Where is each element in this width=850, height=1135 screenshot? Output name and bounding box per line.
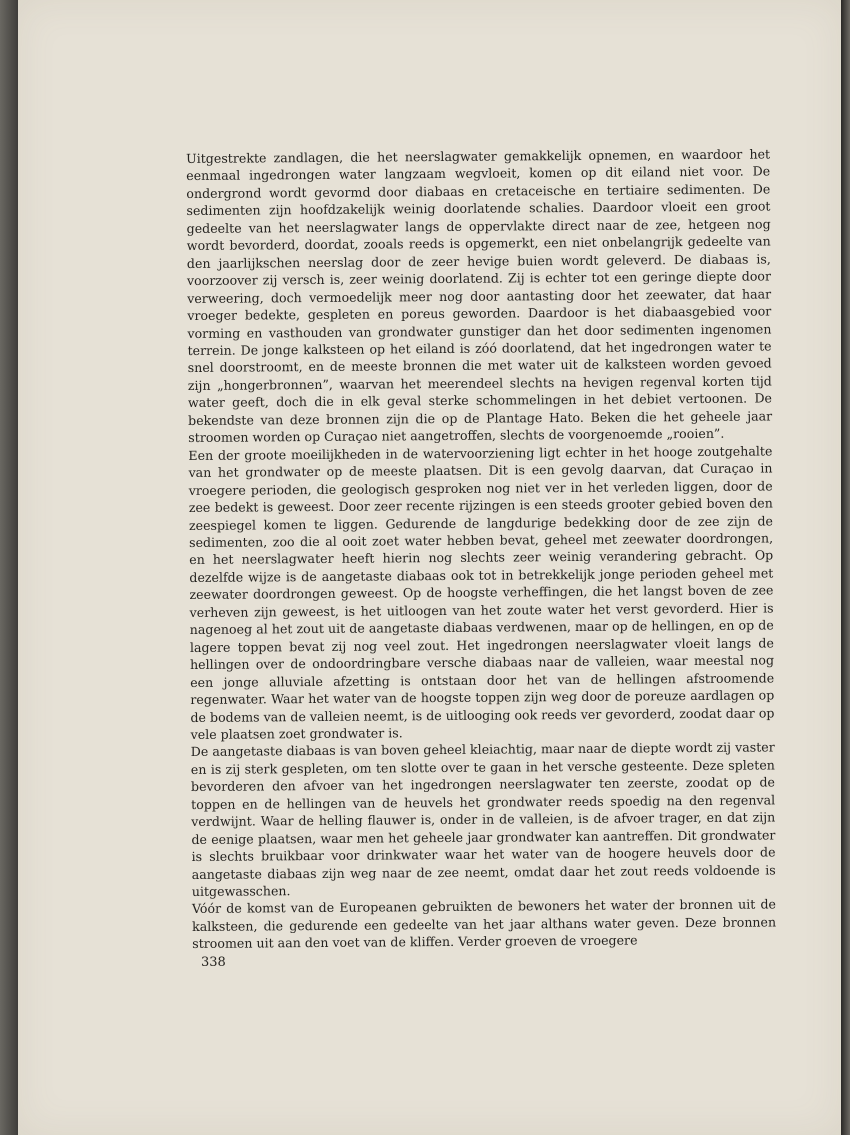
left-page-edge [0, 0, 18, 1135]
paragraph-4: Vóór de komst van de Europeanen gebruikten de bewoners het water der bronnen uit de kalksteen, die gedurende een gedeelte van het jaar althans water geven. Deze bronnen stroomen uit aan den voet van de kliffen. Verder groeven de vroegere [191, 896, 777, 952]
paragraph-3: De aangetaste diabaas is van boven geheel kleiachtig, maar naar de diepte wordt zij vaster en is zij sterk gespleten, om ten slotte over te gaan in het versche gesteente. Deze spleten bevorderen den afvoer van het ingedrongen neerslagwater ten zeerste, zoodat op de toppen en de hellingen van de heuvels het grondwater reeds spoedig na den regenval verdwijnt. Waar de helling flauwer is, onder in de valleien, is de afvoer trager, en dat zijn de eenige plaatsen, waar men het geheele jaar grondwater kan aantreffen. Dit grondwater is slechts bruikbaar voor drinkwater waar het water van de hoogere heuvels door de aangetaste diabaas zijn weg naar de zee neemt, omdat daar het zout reeds voldoende is uitgewasschen. [190, 739, 776, 900]
body-text [186, 145, 776, 952]
paragraph-2: Een der groote moeilijkheden in de watervoorziening ligt echter in het hooge zoutgehalte van het grondwater op de meeste plaatsen. Dit is een gevolg daarvan, dat Curaçao in vroegere perioden, die geologisch gesproken nog niet ver in het verleden liggen, door de zee bedekt is geweest. Door zeer recente rijzingen is een steeds grooter gebied boven den zeespiegel komen te liggen. Gedurende de langdurige bedekking door de zee zijn de sedimenten, zoo die al ooit zoet water hebben bevat, geheel met zeewater doordrongen, en het neerslagwater heeft hierin nog slechts zeer weinig verandering gebracht. Op dezelfde wijze is de aangetaste diabaas ook tot in betrekkelijk jonge perioden geheel met zeewater doordrongen geweest. Op de hoogste verheffingen, die het langst boven de zee verheven zijn geweest, is het uitloogen van het zoute water het verst gevorderd. Hier is nagenoeg al het zout uit de aangetaste diabaas verdwenen, maar op de hellingen, en op de lagere toppen bevat zij nog veel zout. Het ingedrongen neerslagwater vloeit langs de hellingen over de ondoordringbare versche diabaas naar de valleien, waar meestal nog een jonge alluviale afzetting is ontstaan door het van de hellingen afstroomende regenwater. Waar het water van de hoogste toppen zijn weg door de poreuze aardlagen op de bodems van de valleien neemt, is de uitlooging ook reeds ver gevorderd, zoodat daar op vele plaatsen zoet grondwater is. [188, 443, 775, 742]
paragraph-1: Uitgestrekte zandlagen, die het neerslagwater gemakkelijk opnemen, en waardoor het eenmaal ingedrongen water langzaam wegvloeit, komen op dit eiland niet voor. De ondergrond wordt gevormd door diabaas en cretaceische en tertiaire sedimenten. De sedimenten zijn hoofdzakelijk weinig doorlatende schalies. Daardoor vloeit een groot gedeelte van het neerslagwater langs de oppervlakte direct naar de zee, hetgeen nog wordt bevorderd, doordat, zooals reeds is opgemerkt, een niet onbelangrijk gedeelte van den jaarlijkschen neerslag door de zeer hevige buien wordt geleverd. De diabaas is, voorzoover zij versch is, zeer weinig doorlatend. Zij is echter tot een geringe diepte door verweering, doch vermoedelijk meer nog door aantasting door het zeewater, dat haar vroeger bedekte, gespleten en poreus geworden. Daardoor is het diabaasgebied voor vorming en vasthouden van grondwater gunstiger dan het door sedimenten ingenomen terrein. De jonge kalksteen op het eiland is zóó doorlatend, dat het ingedrongen water te snel doorstroomt, en de meeste bronnen die met water uit de kalksteen worden gevoed zijn „hongerbronnen”, waarvan het meerendeel slechts na hevigen regenval korten tijd water geeft, doch die in elk geval sterke schommelingen in het debiet vertoonen. De bekendste van deze bronnen zijn die op de Plantage Hato. Beken die het geheele jaar stroomen worden op Curaçao niet aangetroffen, slechts de voorgenoemde „rooien”. [186, 146, 773, 446]
right-page-edge [841, 0, 850, 1135]
page-number: 338 [201, 955, 226, 970]
